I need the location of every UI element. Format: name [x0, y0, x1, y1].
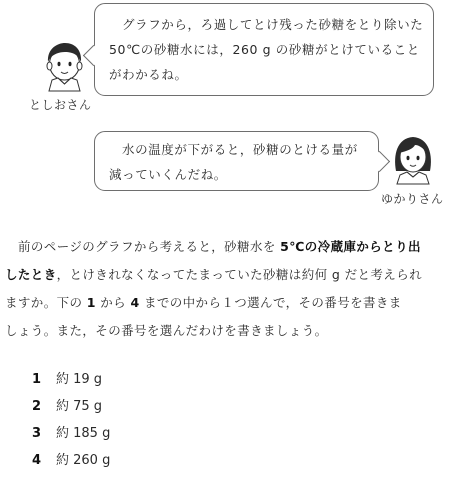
question-text: ますか。下の: [5, 295, 83, 310]
answer-option: [32, 420, 110, 447]
question-text: から: [100, 295, 127, 310]
question-text: までの中から１つ選んで，その番号を書きま: [143, 295, 402, 310]
question-emphasis: したとき: [5, 267, 57, 282]
speech-line: がわかるね。: [109, 67, 188, 82]
option-number-ref: 1: [86, 295, 96, 310]
question-line: [5, 261, 455, 289]
speech-bubble-tail: [369, 151, 390, 172]
speech-line: グラフから，ろ過してとけ残った砂糖をとり除いた: [122, 17, 424, 32]
option-text: 約 185 g: [56, 426, 111, 441]
question-emphasis: 5℃の冷蔵庫からとり出: [280, 239, 421, 254]
question-line: しょう。また，その番号を選んだわけを書きましょう。: [5, 323, 328, 338]
speaker-name-yukari: ゆかりさん: [381, 192, 444, 206]
speech-bubble-yukari: [94, 131, 379, 191]
answer-option: [32, 366, 110, 393]
option-text: 約 260 g: [56, 453, 111, 468]
girl-character-icon: [389, 133, 437, 185]
boy-character-icon: [40, 40, 88, 92]
speech-line: 水の温度が下がると，砂糖のとける量が: [122, 142, 358, 157]
answer-option: [32, 393, 110, 420]
option-text: 約 19 g: [56, 372, 103, 387]
question-line: [5, 289, 455, 317]
option-number: 2: [32, 399, 42, 414]
question-text: 前のページのグラフから考えると，砂糖水を: [18, 239, 276, 254]
option-number: 4: [32, 453, 42, 468]
speech-text-toshio: [109, 12, 427, 87]
option-number: 1: [32, 372, 42, 387]
speech-bubble-toshio: [94, 3, 434, 96]
speech-text-yukari: [109, 137, 371, 187]
speech-line: 50℃の砂糖水には，260 g の砂糖がとけていること: [109, 42, 420, 57]
option-number: 3: [32, 426, 42, 441]
speaker-name-toshio: としおさん: [29, 98, 92, 112]
option-text: 約 75 g: [56, 399, 103, 414]
question-text: ，とけきれなくなってたまっていた砂糖は約何 g だと考えられ: [56, 267, 422, 282]
speech-line: 減っていくんだね。: [109, 167, 227, 182]
answer-option: [32, 447, 110, 474]
question-paragraph: [5, 233, 455, 345]
question-line: [5, 233, 455, 261]
answer-options: [32, 366, 110, 474]
option-number-ref: 4: [130, 295, 140, 310]
